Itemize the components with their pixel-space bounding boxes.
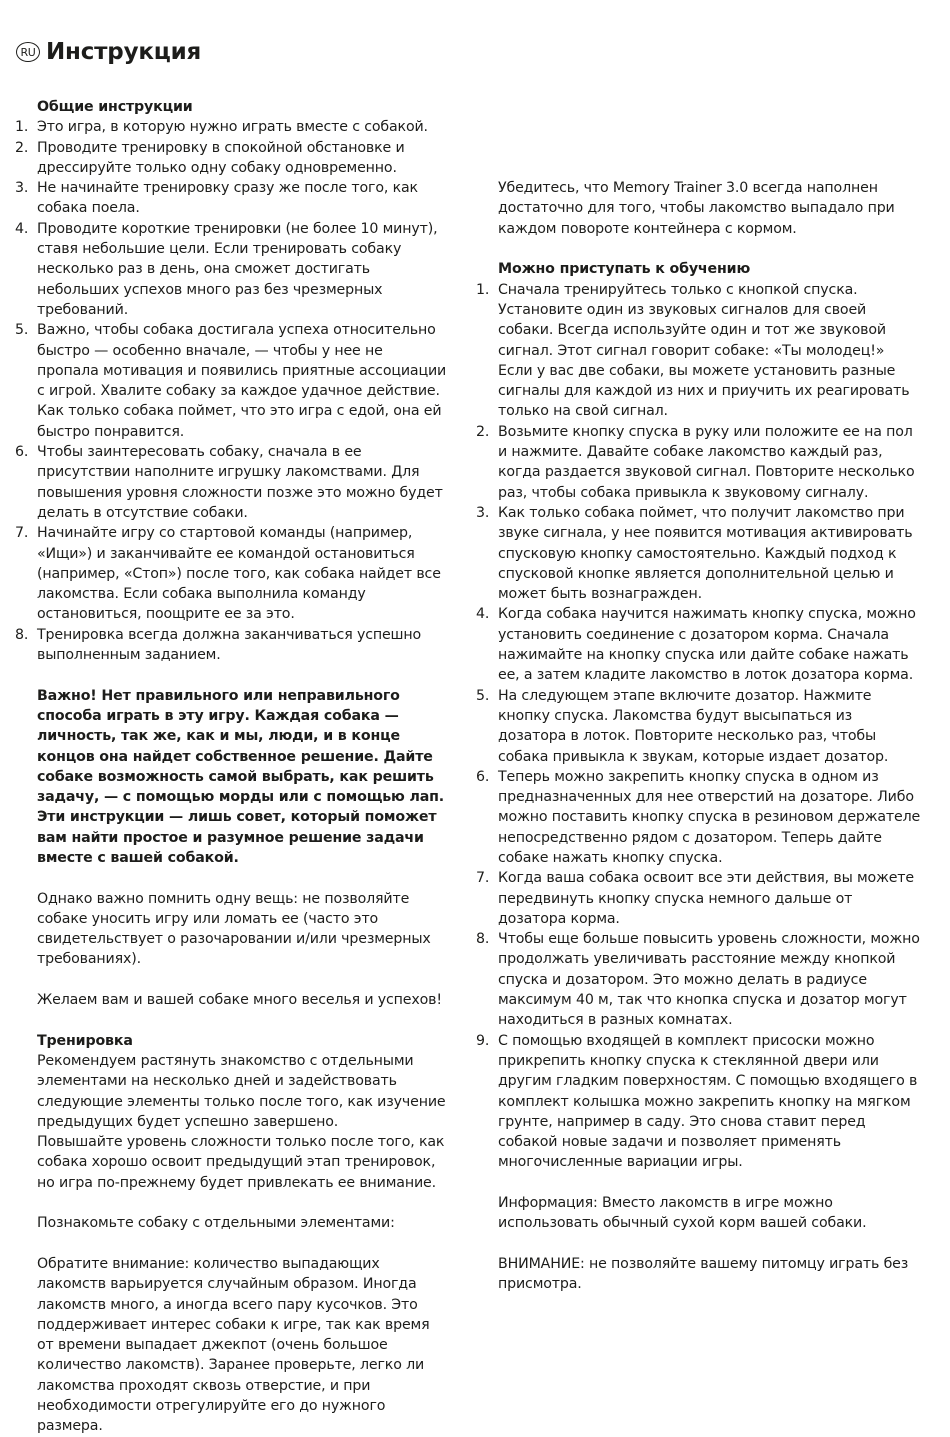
list-item: 3. Не начинайте тренировку сразу же после того, как собака поела.	[15, 180, 418, 217]
page-title: Инструкция	[46, 39, 202, 65]
list-item: 8. Чтобы еще больше повысить уровень сложности, можно продолжать увеличивать расстояние между кнопкой спуска и дозатором. Это можно делать в радиусе максимум 40 м, так что кнопка спуска и дозатор могут находиться в разных комнатах.	[476, 931, 920, 1029]
list-item: 8. Тренировка всегда должна заканчиваться успешно выполненным заданием.	[15, 626, 422, 664]
list-item: 1. Это игра, в которую нужно играть вместе с собакой.	[15, 119, 428, 136]
left-column	[15, 97, 447, 1437]
general-list	[15, 117, 447, 665]
training-paragraph-3: Познакомьте собаку с отдельными элементами:	[37, 1215, 395, 1232]
training-paragraph-5: Убедитесь, что Memory Trainer 3.0 всегда наполнен достаточно для того, чтобы лакомство выпадало при каждом повороте контейнера с кормом.	[498, 180, 895, 237]
list-item: 4. Когда собака научится нажимать кнопку спуска, можно установить соединение с дозатором корма. Сначала нажимайте на кнопку спуска или дайте собаке нажать ее, а затем кладите лакомство в лоток дозатора корма.	[476, 606, 916, 684]
training-paragraph-1: Рекомендуем растянуть знакомство с отдельными элементами на несколько дней и задействовать следующие элементы только после того, как изучение предыдущих будет успешно завершено.	[37, 1052, 446, 1130]
list-item: 7. Когда ваша собака освоит все эти действия, вы можете передвинуть кнопку спуска немного дальше от дозатора корма.	[476, 870, 914, 927]
language-badge: RU	[16, 42, 40, 62]
page-header	[16, 36, 201, 68]
list-item: 2. Возьмите кнопку спуска в руку или положите ее на пол и нажмите. Давайте собаке лакомство каждый раз, когда раздается звуковой сигнал. Повторите несколько раз, чтобы собака привыкла к звуковому сигналу.	[476, 423, 915, 501]
start-list	[476, 280, 923, 1173]
list-item: 4. Проводите короткие тренировки (не более 10 минут), ставя небольшие цели. Если тренировать собаку несколько раз в день, она сможет достигать небольших успехов много раз без чрезмерных требований.	[15, 220, 438, 318]
list-item: 6. Теперь можно закрепить кнопку спуска в одном из предназначенных для нее отверстий на дозаторе. Либо можно поставить кнопку спуска в резиновом держателе непосредственно рядом с дозатором. Теперь дайте собаке нажать кнопку спуска.	[476, 768, 921, 866]
training-paragraph-2: Повышайте уровень сложности только после того, как собака хорошо освоит предыдущий этап тренировок, но игра по-прежнему будет привлекать ее внимание.	[37, 1134, 445, 1191]
important-note: Важно! Нет правильного или неправильного способа играть в эту игру. Каждая собака — личность, так же, как и мы, люди, и в конце концов она найдет собственное решение. Дайте собаке возможность самой выбрать, как решить задачу, — с помощью морды или с помощью лап. Эти инструкции — лишь совет, который поможет вам найти простое и разумное решение задачи вместе с вашей собакой.	[37, 687, 445, 866]
training-heading: Тренировка	[37, 1032, 133, 1049]
list-item: 3. Как только собака поймет, что получит лакомство при звуке сигнала, у нее появится мотивация активировать спусковую кнопку самостоятельно. Каждый подход к спусковой кнопке является дополнительной целью и может быть вознагражден.	[476, 504, 913, 603]
list-item: 6. Чтобы заинтересовать собаку, сначала в ее присутствии наполните игрушку лакомствами. Для повышения уровня сложности позже это можно будет делать в отсутствие собаки.	[15, 444, 443, 521]
list-item: 1. Сначала тренируйтесь только с кнопкой спуска. Установите один из звуковых сигналов для своей собаки. Всегда используйте один и тот же звуковой сигнал. Этот сигнал говорит собаке: «Ты молодец!» Если у вас две собаки, вы можете установить разные сигналы для каждой из них и приучить их реагировать только на свой сигнал.	[476, 281, 910, 420]
list-item: 9. С помощью входящей в комплект присоски можно прикрепить кнопку спуска к стеклянной двери или другим гладким поверхностям. С помощью входящего в комплект колышка можно закрепить кнопку на мягком грунте, например в саду. Это снова ставит перед собакой новые задачи и позволяет применять многочисленные вариации игры.	[476, 1032, 918, 1171]
remember-paragraph: Однако важно помнить одну вещь: не позволяйте собаке уносить игру или ломать ее (часто это свидетельствует о разочаровании и/или чрезмерных требованиях).	[37, 890, 431, 968]
general-heading: Общие инструкции	[37, 99, 193, 115]
list-item: 5. На следующем этапе включите дозатор. Нажмите кнопку спуска. Лакомства будут высыпаться из дозатора в лоток. Повторите несколько раз, чтобы собака привыкла к звукам, которые издает дозатор.	[476, 687, 889, 765]
wish-paragraph: Желаем вам и вашей собаке много веселья и успехов!	[37, 992, 442, 1009]
list-item: 7. Начинайте игру со стартовой команды (например, «Ищи») и заканчивайте ее командой остановиться (например, «Стоп») после того, как собака найдет все лакомства. Если собака выполнила команду остановиться, поощрите ее за это.	[15, 525, 441, 623]
right-column	[476, 97, 923, 1295]
list-item: 2. Проводите тренировку в спокойной обстановке и дрессируйте только одну собаку одновременно.	[15, 139, 405, 176]
training-paragraph-4: Обратите внимание: количество выпадающих лакомств варьируется случайным образом. Иногда лакомств много, а иногда всего пару кусочков. Это поддерживает интерес собаки к игре, так как время от времени выпадает джекпот (очень большое количество лакомств). Заранее проверьте, легко ли лакомства проходят сквозь отверстие, и при необходимости отрегулируйте его до нужного размера.	[37, 1255, 430, 1435]
list-item: 5. Важно, чтобы собака достигала успеха относительно быстро — особенно вначале, — чтобы у нее не пропала мотивация и появились приятные ассоциации с игрой. Хвалите собаку за каждое удачное действие. Как только собака поймет, что это игра с едой, она ей быстро понравится.	[15, 322, 447, 440]
info-paragraph: Информация: Вместо лакомств в игре можно использовать обычный сухой корм вашей собаки.	[498, 1195, 867, 1232]
start-heading: Можно приступать к обучению	[498, 261, 751, 278]
warning-paragraph: ВНИМАНИЕ: не позволяйте вашему питомцу играть без присмотра.	[498, 1255, 909, 1293]
